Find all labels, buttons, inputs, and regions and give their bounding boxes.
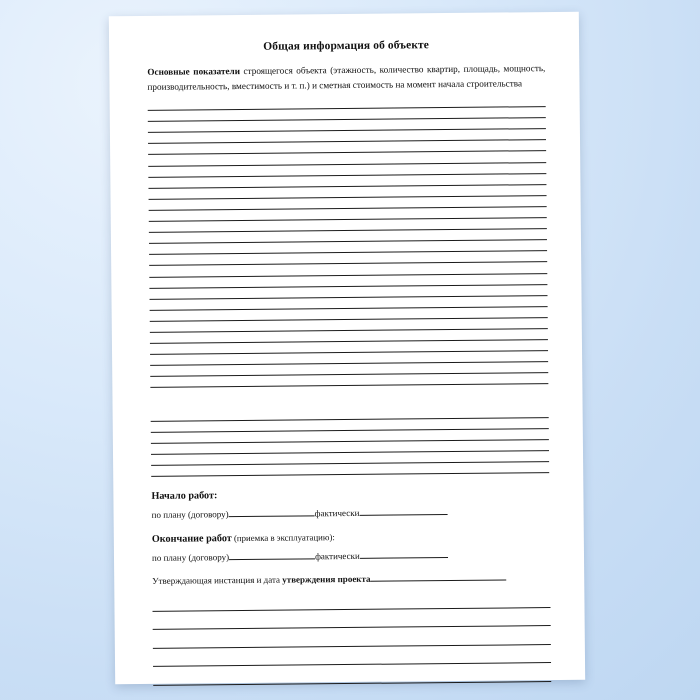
label-plan-end: по плану (договору): [151, 552, 230, 563]
approval-line: [152, 570, 550, 586]
section-heading-start: [151, 487, 549, 502]
document-sheet: [109, 12, 585, 684]
section-end-of-works: [152, 530, 550, 563]
intro-bold-lead: Основные показатели: [147, 66, 241, 77]
input-approval[interactable]: [370, 570, 506, 581]
document-content: [147, 38, 551, 685]
ruled-lines-bottom: [152, 589, 551, 685]
label-plan-start: по плану (договору): [151, 509, 229, 520]
section-start-of-works: [151, 487, 549, 520]
ruled-lines-top: [148, 96, 550, 477]
section-heading-start-text: Начало работ:: [151, 490, 218, 502]
approval-prefix: Утверждающая инстанция и дата: [152, 574, 283, 586]
section-heading-end-note: (приемка в эксплуатацию):: [231, 532, 335, 544]
page-title: Общая информация об объекте: [263, 39, 430, 53]
label-fact-end: фактически: [314, 550, 360, 562]
input-fact-end[interactable]: [360, 548, 448, 559]
writing-line[interactable]: [153, 663, 551, 685]
input-fact-start[interactable]: [359, 505, 447, 516]
intro-paragraph: [147, 61, 545, 95]
approval-bold: утверждения проекта: [282, 573, 371, 585]
label-fact-start: фактически: [314, 507, 360, 519]
section-heading-end: [152, 530, 550, 545]
input-plan-start[interactable]: [229, 506, 315, 517]
field-start-dates: [152, 504, 550, 520]
section-heading-end-text: Окончание работ: [151, 533, 232, 545]
input-plan-end[interactable]: [229, 549, 315, 560]
intro-rest: строящегося объекта (этажность, количество квартир, площадь, мощность, производительность, вместимость и т. п.) и сметная стоимость на момент начала строительства: [147, 63, 546, 92]
field-end-dates: [152, 547, 550, 563]
